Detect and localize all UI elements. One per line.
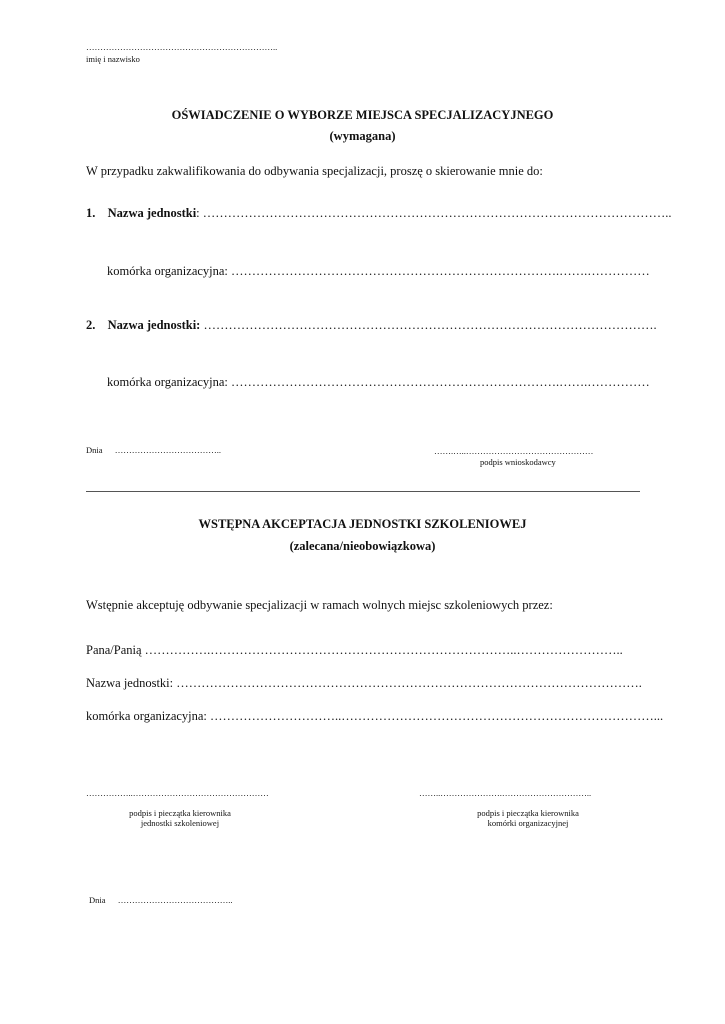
entry-1-unit-row[interactable] <box>86 206 672 221</box>
entry-1-cell-row[interactable] <box>107 264 650 279</box>
entry-1-cell-label: komórka organizacyjna: <box>107 264 228 278</box>
section2-unit-row[interactable] <box>86 676 642 691</box>
entry-1-unit-label: Nazwa jednostki <box>107 206 197 220</box>
person-field[interactable]: …………….………………………………………………………………..…………………….. <box>144 643 623 657</box>
name-caption: imię i nazwisko <box>86 54 140 64</box>
section2-intro: Wstępnie akceptuję odbywanie specjalizacji w ramach wolnych miejsc szkoleniowych przez: <box>86 598 553 612</box>
signature-left-caption-1: podpis i pieczątka kierownika <box>129 808 231 818</box>
section1-title: OŚWIADCZENIE O WYBORZE MIEJSCA SPECJALIZACYJNEGO <box>171 108 554 122</box>
person-label: Pana/Panią <box>86 643 142 657</box>
section2-cell-field[interactable]: …………………………..…………………………………………………………………... <box>210 709 664 723</box>
entry-1-number: 1. <box>86 206 96 220</box>
section2-cell-label: komórka organizacyjna: <box>86 709 207 723</box>
entry-2-cell-field[interactable]: …………………………………………………………………….…….…………… <box>231 375 650 389</box>
section1-signature-field[interactable]: …….…..……………………………………… <box>434 446 594 456</box>
entry-1-unit-sep: : <box>196 206 200 220</box>
entry-1-unit-field[interactable]: ………………………………………………………………………………………………….. <box>202 206 672 220</box>
entry-2-unit-label: Nazwa jednostki: <box>107 318 201 332</box>
section1-date-row[interactable] <box>86 445 221 455</box>
entry-2-cell-row[interactable] <box>107 375 650 390</box>
entry-2-cell-label: komórka organizacyjna: <box>107 375 228 389</box>
section-divider <box>86 491 640 492</box>
signature-left-field[interactable]: ……………..………………………………………… <box>86 788 269 798</box>
entry-2-unit-row[interactable] <box>86 318 657 333</box>
section2-title: WSTĘPNA AKCEPTACJA JEDNOSTKI SZKOLENIOWEJ <box>198 517 527 531</box>
section1-intro: W przypadku zakwalifikowania do odbywania specjalizacji, proszę o skierowanie mnie do: <box>86 164 543 178</box>
signature-right-caption-2: komórki organizacyjnej <box>487 818 569 828</box>
section2-date-field[interactable]: ………………………………….. <box>117 895 233 905</box>
section1-subtitle: (wymagana) <box>329 129 396 143</box>
section1-signature-caption: podpis wnioskodawcy <box>480 457 556 467</box>
section2-cell-row[interactable] <box>86 709 663 724</box>
entry-1-cell-field[interactable]: …………………………………………………………………….…….…………… <box>231 264 650 278</box>
signature-left-caption-2: jednostki szkoleniowej <box>140 818 220 828</box>
section2-date-row[interactable] <box>89 895 233 905</box>
entry-2-number: 2. <box>86 318 96 332</box>
signature-right-field[interactable]: ……..………………….………………………….. <box>419 788 592 798</box>
section2-unit-label: Nazwa jednostki: <box>86 676 174 690</box>
name-dotted-line: ………………………………………………………….. <box>86 42 278 52</box>
signature-right-caption-1: podpis i pieczątka kierownika <box>477 808 579 818</box>
person-row[interactable] <box>86 643 623 658</box>
entry-2-unit-field[interactable]: ………………………………………………………………………………………………. <box>203 318 657 332</box>
section2-date-label: Dnia <box>89 895 106 905</box>
section2-subtitle: (zalecana/nieobowiązkowa) <box>289 539 436 553</box>
section2-unit-field[interactable]: …………………………………………………………………………………………………. <box>176 676 642 690</box>
section1-date-label: Dnia <box>86 445 103 455</box>
section1-date-field[interactable]: ……………………………….. <box>114 445 222 455</box>
